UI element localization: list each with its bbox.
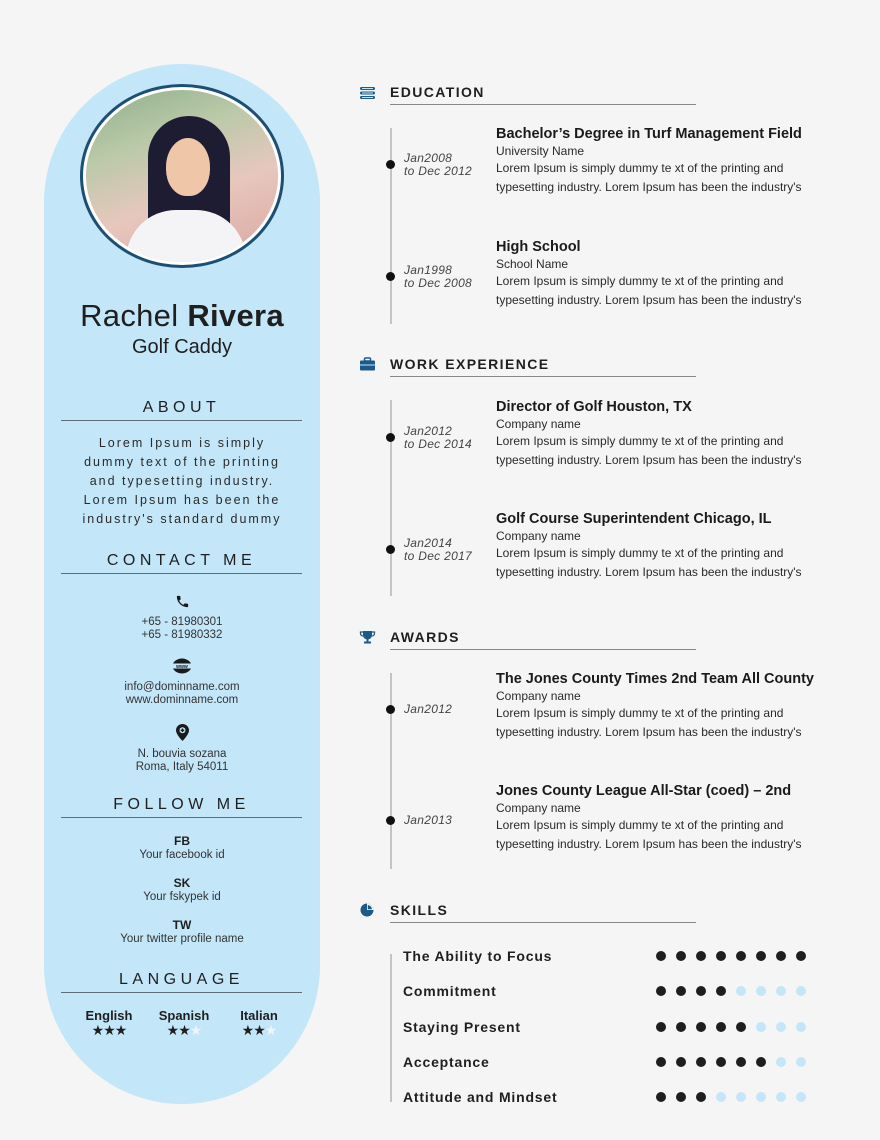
rating-dot-icon	[776, 1022, 786, 1032]
date-end: to Dec 2014	[404, 437, 473, 451]
rating-dot-icon	[776, 1092, 786, 1102]
rating-dot-icon	[696, 1092, 706, 1102]
entry-description: Lorem Ipsum is simply dummy te xt of the printing and	[496, 161, 784, 175]
date-start: Jan2012	[404, 702, 453, 716]
trophy-icon	[359, 630, 376, 644]
skill-rating	[656, 986, 806, 996]
rating-dot-icon	[676, 1022, 686, 1032]
rating-dot-icon	[796, 986, 806, 996]
work-heading: WORK EXPERIENCE	[390, 356, 696, 377]
rating-dot-icon	[656, 1022, 666, 1032]
entry-title: Golf Course Superintendent Chicago, IL	[496, 511, 772, 527]
entry-description: Lorem Ipsum is simply dummy te xt of the printing and	[496, 706, 784, 720]
language-heading: LANGUAGE	[61, 971, 302, 993]
www-icon	[172, 658, 192, 674]
rating-dot-icon	[756, 951, 766, 961]
entry-description: Lorem Ipsum is simply dummy te xt of the printing and	[496, 818, 784, 832]
skill-rating	[656, 1022, 806, 1032]
skill-name: Attitude and Mindset	[403, 1089, 558, 1105]
first-name: Rachel	[80, 298, 179, 333]
job-title: Golf Caddy	[131, 336, 233, 358]
timeline-dot	[386, 545, 395, 554]
education-heading: EDUCATION	[390, 84, 696, 105]
about-heading: ABOUT	[61, 399, 302, 421]
education-timeline	[390, 128, 392, 324]
contact-address	[44, 724, 320, 774]
entry-date	[404, 264, 472, 290]
rating-dot-icon	[656, 951, 666, 961]
follow-label: FB	[174, 834, 190, 848]
skill-name: Acceptance	[403, 1054, 490, 1070]
rating-dot-icon	[776, 951, 786, 961]
rating-dot-icon	[696, 951, 706, 961]
language-name: Spanish	[158, 1008, 210, 1023]
full-name	[44, 298, 320, 334]
rating-dot-icon	[716, 1057, 726, 1067]
briefcase-icon	[359, 357, 376, 371]
timeline-dot	[386, 705, 395, 714]
skill-row	[403, 1053, 813, 1071]
entry-description: Lorem Ipsum is simply dummy te xt of the printing and	[496, 274, 784, 288]
entry-date	[404, 814, 452, 827]
follow-item-tw	[44, 918, 320, 947]
timeline-dot	[386, 160, 395, 169]
follow-value[interactable]: Your fskypek id	[143, 891, 221, 903]
rating-dot-icon	[736, 1022, 746, 1032]
follow-value[interactable]: Your twitter profile name	[120, 933, 244, 945]
entry-description: typesetting industry. Lorem Ipsum has been the industry's	[496, 293, 802, 307]
language-list	[78, 1008, 290, 1037]
rating-dot-icon	[716, 986, 726, 996]
rating-dot-icon	[656, 986, 666, 996]
about-line: Lorem Ipsum has been the	[83, 493, 281, 507]
date-start: Jan2014	[404, 536, 453, 550]
pie-chart-icon	[359, 903, 376, 917]
entry-date	[404, 537, 472, 563]
about-line: Lorem Ipsum is simply	[98, 436, 266, 450]
work-timeline	[390, 400, 392, 596]
entry-subtitle: Company name	[496, 801, 581, 815]
entry-description: typesetting industry. Lorem Ipsum has been the industry's	[496, 837, 802, 851]
timeline-dot	[386, 816, 395, 825]
entry-subtitle: Company name	[496, 529, 581, 543]
star-icon: ★	[166, 1022, 179, 1038]
rating-dot-icon	[716, 951, 726, 961]
photo-face	[166, 138, 210, 196]
star-rating	[78, 1023, 140, 1037]
entry-title: High School	[496, 239, 581, 255]
rating-dot-icon	[676, 951, 686, 961]
skill-row	[403, 982, 813, 1000]
follow-item-fb	[44, 834, 320, 863]
star-icon: ★	[264, 1022, 277, 1038]
entry-subtitle: Company name	[496, 417, 581, 431]
rating-dot-icon	[796, 951, 806, 961]
entry-date	[404, 425, 472, 451]
rating-dot-icon	[796, 1057, 806, 1067]
contact-web	[44, 658, 320, 707]
date-start: Jan2013	[404, 813, 453, 827]
rating-dot-icon	[736, 986, 746, 996]
language-name: English	[85, 1008, 133, 1023]
skill-rating	[656, 951, 806, 961]
follow-value[interactable]: Your facebook id	[139, 849, 225, 861]
entry-date	[404, 152, 472, 178]
awards-heading: AWARDS	[390, 629, 696, 650]
rating-dot-icon	[676, 986, 686, 996]
award-entry	[496, 670, 866, 742]
avatar	[86, 90, 278, 262]
rating-dot-icon	[776, 1057, 786, 1067]
education-entry	[496, 238, 866, 310]
about-text	[56, 434, 308, 529]
date-start: Jan1998	[404, 263, 453, 277]
language-item	[228, 1008, 290, 1037]
rating-dot-icon	[676, 1092, 686, 1102]
website-link[interactable]: www.dominname.com	[125, 694, 239, 706]
rating-dot-icon	[676, 1057, 686, 1067]
rating-dot-icon	[756, 1057, 766, 1067]
phone-number[interactable]: +65 - 81980301	[141, 616, 223, 628]
date-end: to Dec 2012	[404, 164, 473, 178]
star-icon: ★	[241, 1022, 254, 1038]
entry-description: Lorem Ipsum is simply dummy te xt of the printing and	[496, 434, 784, 448]
star-icon: ★	[189, 1022, 202, 1038]
entry-description: typesetting industry. Lorem Ipsum has been the industry's	[496, 565, 802, 579]
entry-title: Jones County League All-Star (coed) – 2nd	[496, 783, 792, 799]
date-end: to Dec 2008	[404, 276, 473, 290]
rating-dot-icon	[756, 1092, 766, 1102]
language-item	[153, 1008, 215, 1037]
skill-name: The Ability to Focus	[403, 948, 553, 964]
about-line: and typesetting industry.	[89, 474, 275, 488]
star-rating	[153, 1023, 215, 1037]
email-link[interactable]: info@dominname.com	[124, 681, 240, 693]
entry-subtitle: Company name	[496, 689, 581, 703]
award-entry	[496, 782, 866, 854]
language-item	[78, 1008, 140, 1037]
date-end: to Dec 2017	[404, 549, 473, 563]
star-icon: ★	[114, 1022, 127, 1038]
rating-dot-icon	[796, 1092, 806, 1102]
map-pin-icon	[176, 724, 189, 741]
last-name: Rivera	[187, 298, 284, 333]
follow-item-sk	[44, 876, 320, 905]
entry-description: Lorem Ipsum is simply dummy te xt of the printing and	[496, 546, 784, 560]
rating-dot-icon	[696, 1057, 706, 1067]
rating-dot-icon	[796, 1022, 806, 1032]
rating-dot-icon	[696, 1022, 706, 1032]
skill-rating	[656, 1092, 806, 1102]
skill-name: Commitment	[403, 983, 497, 999]
skill-name: Staying Present	[403, 1019, 521, 1035]
entry-subtitle: School Name	[496, 257, 569, 271]
star-icon: ★	[253, 1022, 265, 1038]
date-start: Jan2008	[404, 151, 453, 165]
date-start: Jan2012	[404, 424, 453, 438]
star-icon: ★	[103, 1022, 115, 1038]
awards-timeline	[390, 673, 392, 869]
address-line: N. bouvia sozana	[137, 748, 227, 760]
follow-heading: FOLLOW ME	[61, 796, 302, 818]
entry-subtitle: University Name	[496, 144, 585, 158]
entry-description: typesetting industry. Lorem Ipsum has been the industry's	[496, 180, 802, 194]
entry-title: Director of Golf Houston, TX	[496, 399, 692, 415]
rating-dot-icon	[756, 1022, 766, 1032]
contact-heading: CONTACT ME	[61, 552, 302, 574]
skill-row	[403, 947, 813, 965]
rating-dot-icon	[656, 1057, 666, 1067]
skill-row	[403, 1018, 813, 1036]
follow-label: SK	[173, 876, 191, 890]
contact-phones	[44, 594, 320, 642]
svg-text:www: www	[176, 664, 188, 670]
star-icon: ★	[91, 1022, 104, 1038]
skills-heading: SKILLS	[390, 902, 696, 923]
about-line: dummy text of the printing	[84, 455, 280, 469]
education-entry	[496, 125, 866, 197]
entry-title: The Jones County Times 2nd Team All County	[496, 671, 814, 687]
timeline-dot	[386, 272, 395, 281]
books-icon	[359, 86, 376, 100]
address-line: Roma, Italy 54011	[135, 761, 229, 773]
follow-label: TW	[172, 918, 192, 932]
rating-dot-icon	[776, 986, 786, 996]
rating-dot-icon	[736, 1092, 746, 1102]
rating-dot-icon	[696, 986, 706, 996]
rating-dot-icon	[656, 1092, 666, 1102]
rating-dot-icon	[736, 951, 746, 961]
phone-number[interactable]: +65 - 81980332	[141, 629, 223, 641]
skill-row	[403, 1088, 813, 1106]
rating-dot-icon	[716, 1092, 726, 1102]
phone-icon	[175, 594, 190, 609]
entry-description: typesetting industry. Lorem Ipsum has been the industry's	[496, 725, 802, 739]
language-name: Italian	[240, 1008, 278, 1023]
star-icon: ★	[178, 1022, 190, 1038]
timeline-dot	[386, 433, 395, 442]
profile-photo	[80, 84, 284, 268]
work-entry	[496, 510, 866, 582]
entry-title: Bachelor’s Degree in Turf Management Field	[496, 126, 802, 142]
entry-description: typesetting industry. Lorem Ipsum has been the industry's	[496, 453, 802, 467]
entry-date	[404, 703, 452, 716]
rating-dot-icon	[716, 1022, 726, 1032]
work-entry	[496, 398, 866, 470]
skill-rating	[656, 1057, 806, 1067]
about-line: industry's standard dummy	[82, 512, 282, 526]
star-rating	[228, 1023, 290, 1037]
skills-timeline	[390, 954, 392, 1102]
rating-dot-icon	[736, 1057, 746, 1067]
rating-dot-icon	[756, 986, 766, 996]
